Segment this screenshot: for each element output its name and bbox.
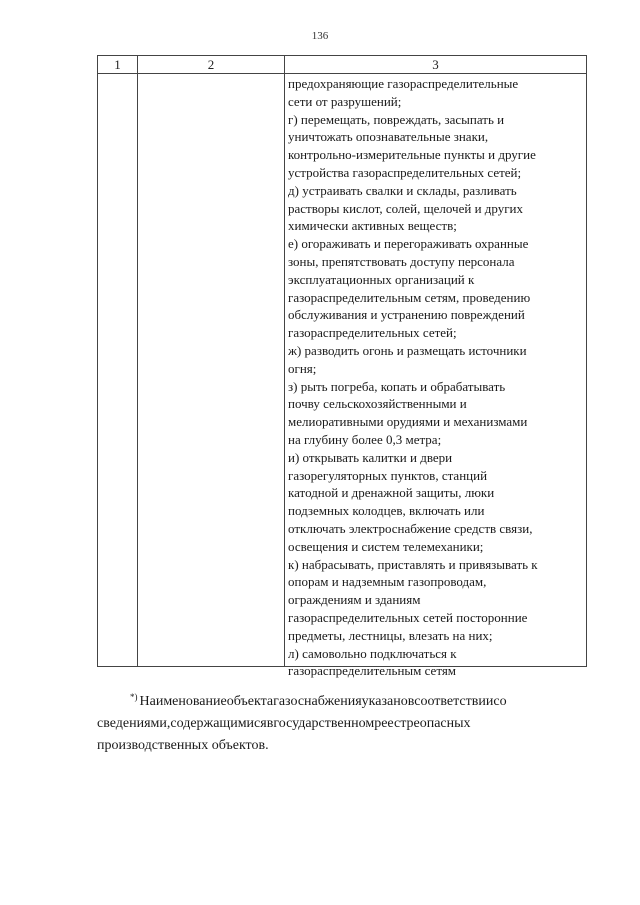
- cell-text-line: подземных колодцев, включать или: [288, 503, 485, 519]
- footnote-word: соответствии: [414, 694, 494, 709]
- footnote-word: реестре: [374, 716, 420, 731]
- cell-text-line: эксплуатационных организаций к: [288, 271, 475, 287]
- cell-text-line: на глубину более 0,3 метра;: [288, 431, 442, 447]
- cell-text-line: з) рыть погреба, копать и обрабатывать: [288, 378, 506, 394]
- cell-text-line: газораспределительных сетей посторонние: [288, 609, 528, 625]
- cell-text-line: растворы кислот, солей, щелочей и других: [288, 200, 524, 216]
- footnote-marker: *): [130, 692, 138, 702]
- cell-text-line: д) устраивать свалки и склады, разливать: [288, 182, 517, 198]
- cell-text-line: химически активных веществ;: [288, 218, 457, 234]
- cell-text-line: газорегуляторных пунктов, станций: [288, 467, 488, 483]
- column-3-cell-text: [288, 75, 588, 680]
- page-number: 136: [311, 30, 329, 42]
- cell-text-line: контрольно-измерительные пункты и другие: [288, 147, 536, 163]
- cell-text-line: и) открывать калитки и двери: [288, 449, 453, 465]
- footnote-word: *) Наименование: [130, 692, 227, 709]
- footnote: [97, 686, 590, 757]
- footnote-word: в: [407, 694, 415, 709]
- cell-text-line: предохраняющие газораспределительные: [288, 76, 519, 91]
- footnote-word: газоснабжения: [273, 694, 362, 709]
- footnote-word: сведениями,: [97, 716, 171, 731]
- cell-text-line: ж) разводить огонь и размещать источники: [288, 342, 527, 358]
- footnote-word: указано: [361, 694, 408, 709]
- cell-text-line: е) огораживать и перегораживать охранные: [288, 236, 529, 252]
- cell-text-line: огня;: [288, 360, 317, 376]
- cell-text-line: сети от разрушений;: [288, 93, 402, 109]
- document-table: [97, 55, 587, 679]
- footnote-word: содержащимися: [170, 716, 267, 731]
- cell-text-line: зоны, препятствовать доступу персонала: [288, 253, 515, 269]
- cell-text-line: обслуживания и устранению повреждений: [288, 307, 525, 323]
- cell-text-line: ограждениям и зданиям: [288, 592, 421, 608]
- footnote-line: производственных объектов.: [97, 738, 269, 753]
- cell-text-line: г) перемещать, повреждать, засыпать и: [288, 111, 505, 127]
- cell-text-line: почву сельскохозяйственными и: [288, 396, 467, 412]
- cell-text-line: предметы, лестницы, влезать на них;: [288, 627, 493, 643]
- cell-text-line: уничтожать опознавательные знаки,: [288, 129, 489, 145]
- cell-text-line: опорам и надземным газопроводам,: [288, 574, 487, 590]
- footnote-word: в: [266, 716, 274, 731]
- cell-text-line: отключать электроснабжение средств связи,: [288, 520, 533, 536]
- column-header-1: 1: [114, 57, 121, 72]
- cell-text-line: газораспределительных сетей;: [288, 325, 457, 341]
- cell-text-line: газораспределительным сетям, проведению: [288, 289, 531, 305]
- cell-text-line: катодной и дренажной защиты, люки: [288, 485, 495, 501]
- footnote-line: [97, 686, 590, 713]
- footnote-word: опасных: [419, 716, 471, 731]
- column-divider: [137, 56, 138, 666]
- footnote-word: государственном: [273, 716, 375, 731]
- footnote-word: со: [493, 694, 507, 709]
- footnote-line: [97, 713, 590, 735]
- cell-text-line: освещения и систем телемеханики;: [288, 538, 484, 554]
- footnote-word: объекта: [226, 694, 274, 709]
- column-header-3: 3: [432, 57, 439, 72]
- cell-text-line: устройства газораспределительных сетей;: [288, 164, 522, 180]
- cell-text-line: газораспределительным сетям: [288, 663, 457, 679]
- column-divider: [284, 56, 285, 666]
- column-header-2: 2: [207, 57, 215, 72]
- cell-text-line: л) самовольно подключаться к: [288, 645, 457, 661]
- cell-text-line: мелиоративными орудиями и механизмами: [288, 414, 528, 430]
- cell-text-line: к) набрасывать, приставлять и привязывать к: [288, 556, 538, 572]
